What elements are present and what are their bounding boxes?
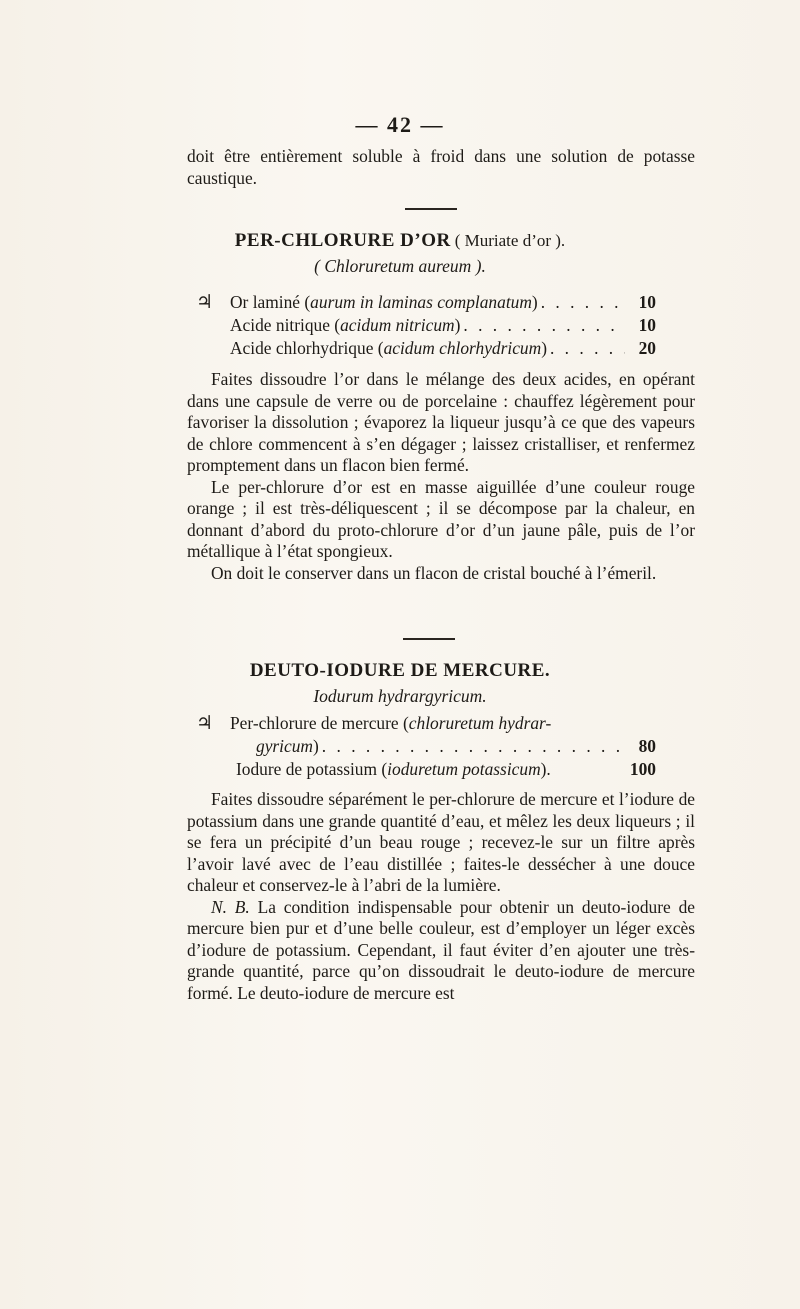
ingredient-name: gyricum) [256,736,319,756]
section2-body [187,789,695,1004]
section1-recipe [196,291,656,360]
leader-dots [322,735,625,758]
section1-title: PER-CHLORURE D’OR [234,230,451,251]
ingredient-quantity: 80 [638,736,656,756]
jupiter-symbol-icon: ♃ [196,713,214,734]
nota-bene-paragraph [187,897,695,1005]
section1-paragraph: Le per-chlorure d’or est en masse aiguillée d’une couleur rouge orange ; il est très-déliquescent ; il se décompose par la chaleur, en donnant d’abord du proto-chlorure d’or d’un jaune pâle, puis de l’or métallique à l’état spongieux. [187,476,695,561]
ingredient-quantity: 20 [638,338,656,358]
leader-dots [541,291,625,314]
section-divider [405,208,457,210]
ingredient-name: Or laminé (aurum in laminas complanatum) [230,292,538,312]
section2-recipe [196,712,656,781]
section2-paragraph: Faites dissoudre séparément le per-chlorure de mercure et l’iodure de potassium dans une grande quantité d’eau, et mêlez les deux liqueurs ; il se fera un précipité d’un beau rouge ; recevez-le sur un filtre après l’avoir lavé avec de l’eau distillée ; faites-le dessécher à une douce chaleur et conservez-le à l’abri de la lumière. [187,789,695,895]
nota-bene-text: La condition indispensable pour obtenir un deuto-iodure de mercure bien pur et d’une belle couleur, est d’employer un léger excès d’iodure de potassium. Cependant, il faut éviter d’en ajouter une très-grande quantité, parce qu’on dissoudrait le deuto-iodure de mercure formé. Le deuto-iodure de mercure est [187,896,695,1003]
section1-paragraph: Faites dissoudre l’or dans le mélange des deux acides, en opérant dans une capsule de verre ou de porcelaine : chauffez légèrement pour favoriser la dissolution ; évaporez la liqueur jusqu’à ce que des vapeurs de chlore commencent à s’en dégager ; laissez cristalliser, et renfermez promptement dans un flacon bien fermé. [187,369,695,475]
section1-paragraph: On doit le conserver dans un flacon de cristal bouché à l’émeril. [211,562,657,583]
ingredient-name: Per-chlorure de mercure (chloruretum hydrar- [230,713,552,733]
page-number: — 42 — [355,112,445,137]
intro-paragraph-block [187,146,695,189]
section2-latin-name: Iodurum hydrargyricum. [313,686,487,706]
ingredient-quantity: 10 [638,315,656,335]
jupiter-symbol-icon: ♃ [196,292,214,313]
section-divider [403,638,455,640]
section1-heading [0,230,800,277]
ingredient-row [196,291,656,314]
intro-paragraph: doit être entièrement soluble à froid dans une solution de potasse caustique. [187,146,695,188]
nota-bene-label: N. B. [211,896,250,917]
ingredient-row [196,314,656,337]
ingredient-quantity: 100 [629,759,656,779]
section2-title: DEUTO-IODURE DE MERCURE. [249,660,551,681]
ingredient-row [196,758,656,781]
leader-dots [550,337,625,360]
ingredient-name: Acide nitrique (acidum nitricum) [230,315,461,335]
leader-dots [463,314,625,337]
section2-heading [0,660,800,707]
ingredient-row [196,712,656,735]
ingredient-name: Iodure de potassium (ioduretum potassicum). [236,759,551,779]
section1-latin-name: ( Chloruretum aureum ). [314,256,486,276]
ingredient-row [196,337,656,360]
ingredient-quantity: 10 [638,292,656,312]
ingredient-name: Acide chlorhydrique (acidum chlorhydricum) [230,338,547,358]
section1-body [187,369,695,584]
ingredient-row-continuation [196,735,656,758]
section1-title-note: ( Muriate d’or ). [454,231,566,250]
